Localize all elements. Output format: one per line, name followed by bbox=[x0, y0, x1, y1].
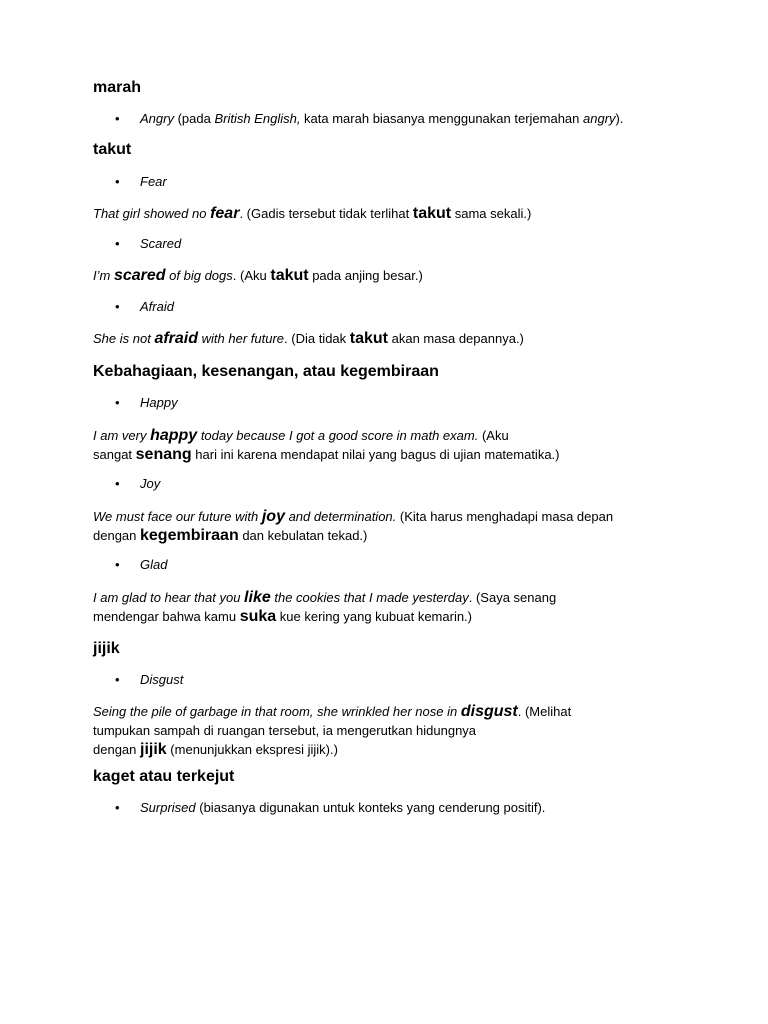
term-glad: Glad bbox=[140, 557, 168, 572]
term-joy: Joy bbox=[140, 476, 161, 491]
heading-takut: takut bbox=[93, 141, 132, 158]
keyword-takut: takut bbox=[349, 330, 389, 347]
heading-marah: marah bbox=[93, 79, 142, 96]
list-item-joy: • Joy bbox=[115, 476, 161, 491]
list-item-happy: • Happy bbox=[115, 395, 178, 410]
example-scared: I’m scared of big dogs. (Aku takut pada anjing besar.) bbox=[93, 267, 423, 284]
heading-kaget: kaget atau terkejut bbox=[93, 768, 235, 785]
heading-kebahagiaan: Kebahagiaan, kesenangan, atau kegembiraan bbox=[93, 363, 439, 380]
keyword-fear: fear bbox=[210, 205, 240, 222]
keyword-kegembiraan: kegembiraan bbox=[140, 527, 239, 544]
term-angry: Angry bbox=[140, 111, 174, 126]
example-afraid: She is not afraid with her future. (Dia tidak takut akan masa depannya.) bbox=[93, 330, 524, 347]
list-item-disgust: • Disgust bbox=[115, 672, 184, 687]
keyword-takut: takut bbox=[270, 267, 309, 284]
keyword-scared: scared bbox=[113, 267, 166, 284]
keyword-takut: takut bbox=[412, 205, 452, 222]
term-happy: Happy bbox=[140, 395, 178, 410]
term-note: (pada bbox=[173, 111, 215, 126]
example-disgust: Seing the pile of garbage in that room, she wrinkled her nose in disgust. (Melihat tumpukan sampah di ruangan tersebut, ia mengerutkan hidungnya dengan jijik (menunjukkan ekspresi jijik).) bbox=[93, 703, 572, 758]
example-fear: That girl showed no fear. (Gadis tersebut tidak terlihat takut sama sekali.) bbox=[93, 205, 532, 222]
keyword-happy: happy bbox=[150, 427, 198, 444]
example-happy: I am very happy today because I got a good score in math exam. (Aku sangat senang hari ini karena mendapat nilai yang bagus di ujian matematika.) bbox=[93, 427, 560, 463]
list-item-angry: • Angry (pada British English, kata marah biasanya menggunakan terjemahan angry). bbox=[115, 111, 624, 126]
example-joy: We must face our future with joy and determination. (Kita harus menghadapi masa depan dengan kegembiraan dan kebulatan tekad.) bbox=[93, 508, 614, 544]
example-glad: I am glad to hear that you like the cookies that I made yesterday. (Saya senang mendengar bahwa kamu suka kue kering yang kubuat kemarin.) bbox=[93, 589, 557, 625]
list-item-glad: • Glad bbox=[115, 557, 168, 572]
heading-jijik: jijik bbox=[93, 640, 120, 657]
keyword-jijik: jijik bbox=[140, 741, 167, 758]
list-item-surprised: • Surprised (biasanya digunakan untuk konteks yang cenderung positif). bbox=[115, 800, 546, 815]
keyword-suka: suka bbox=[239, 608, 277, 625]
list-item-afraid: • Afraid bbox=[115, 299, 174, 314]
keyword-afraid: afraid bbox=[154, 330, 199, 347]
list-item-fear: • Fear bbox=[115, 174, 167, 189]
keyword-disgust: disgust bbox=[460, 703, 518, 720]
term-fear: Fear bbox=[140, 174, 167, 189]
list-item-scared: • Scared bbox=[115, 236, 182, 251]
term-surprised: Surprised bbox=[140, 800, 196, 815]
keyword-joy: joy bbox=[261, 508, 285, 525]
term-scared: Scared bbox=[140, 236, 182, 251]
keyword-senang: senang bbox=[135, 446, 192, 463]
keyword-like: like bbox=[244, 589, 271, 606]
term-disgust: Disgust bbox=[140, 672, 184, 687]
term-afraid: Afraid bbox=[140, 299, 174, 314]
bullet-dot: • bbox=[115, 111, 120, 126]
